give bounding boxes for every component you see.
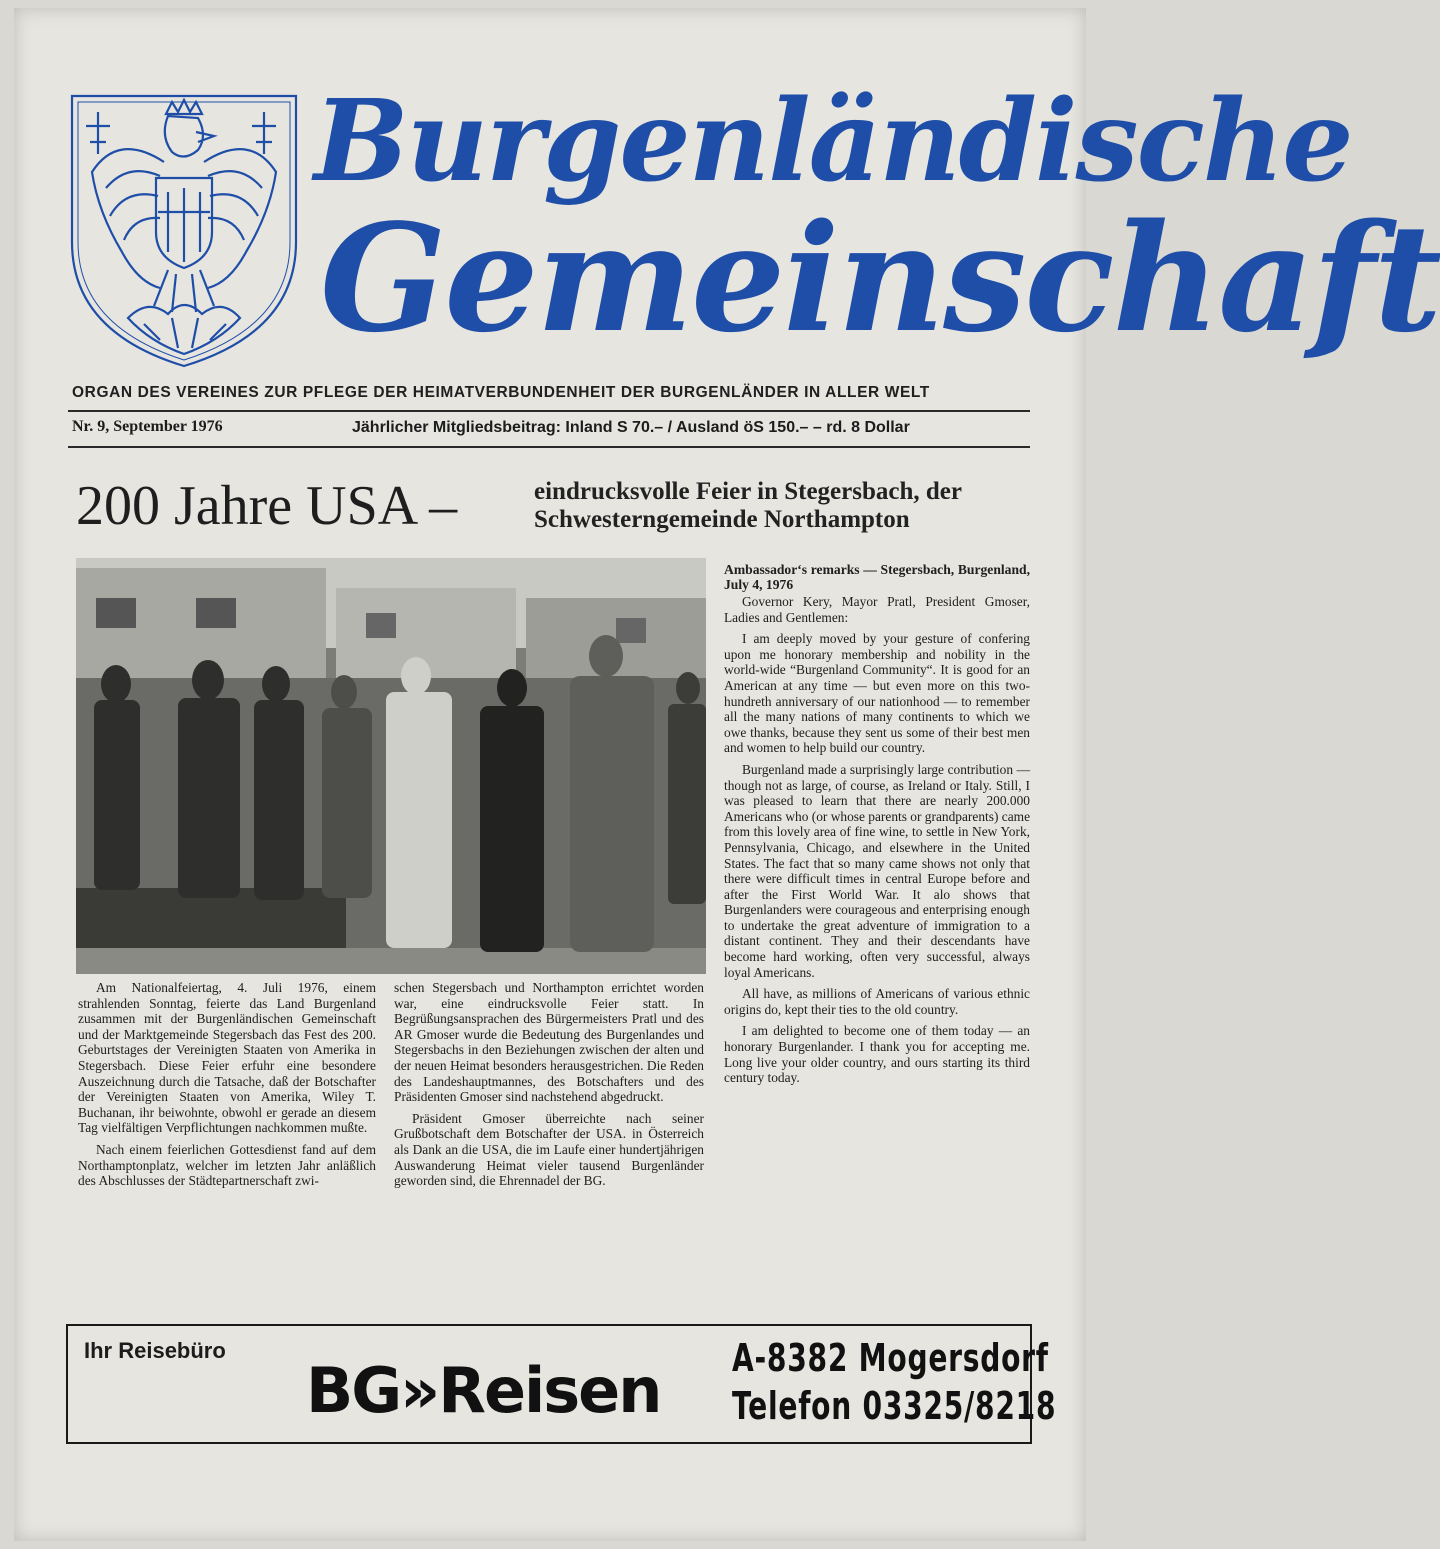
event-photo bbox=[76, 558, 706, 974]
subhead-line: eindrucksvolle Feier in Stegersbach, der bbox=[534, 478, 962, 505]
paragraph: Nach einem feierlichen Gottesdienst fand auf dem Northamptonplatz, welcher im letzten Jahr anläßlich des Abschlusses der Städtepartnerschaft zwi- bbox=[78, 1141, 376, 1189]
paragraph: I am deeply moved by your gesture of confering upon me honorary membership and nobility in the world-wide “Burgenland Community“. It is good for an American at any time — but even more on this two-hundreth anniversary of our nationhood — to remember all the many nations of many continents to which we owe thanks, because they sent us some of their best men and women to help build our country. bbox=[724, 631, 1030, 756]
advert-address: A-8382 Mogersdorf bbox=[732, 1336, 1049, 1380]
masthead-title-line2: Gemeinschaft bbox=[320, 191, 1440, 365]
coat-of-arms-eagle-logo bbox=[68, 92, 300, 370]
remarks-heading: Ambassador‘s remarks — Stegersbach, Burgenland, July 4, 1976 bbox=[724, 562, 1030, 592]
organ-subtitle: ORGAN DES VEREINES ZUR PFLEGE DER HEIMATVERBUNDENHEIT DER BURGENLÄNDER IN ALLER WELT bbox=[72, 384, 930, 401]
issue-number: Nr. 9, September 1976 bbox=[72, 418, 223, 435]
divider-rule bbox=[68, 410, 1030, 412]
advert-contact bbox=[732, 1334, 1056, 1430]
paragraph: Governor Kery, Mayor Pratl, President Gmoser, Ladies and Gentlemen: bbox=[724, 594, 1030, 625]
subhead-line: Schwesterngemeinde Northampton bbox=[534, 506, 910, 533]
article-column-2 bbox=[394, 980, 704, 1195]
article-headline: 200 Jahre USA – bbox=[76, 475, 458, 537]
advert-label: Ihr Reisebüro bbox=[84, 1338, 226, 1363]
ambassador-remarks-column bbox=[724, 562, 1030, 1092]
divider-rule bbox=[68, 446, 1030, 448]
paragraph: Präsident Gmoser überreichte nach seiner Grußbotschaft dem Botschafter der USA. in Österreich als Dank an die USA, die im Laufe einer hundertjährigen Auswanderung Heimat vieler tausend Burgenländer geworden sind, die Ehrennadel der BG. bbox=[394, 1110, 704, 1189]
article-column-1 bbox=[78, 980, 376, 1195]
paragraph: schen Stegersbach und Northampton errichtet worden war, eine eindrucksvolle Feier statt. In Begrüßungsansprachen des Bürgermeisters Pratl und des AR Gmoser wurde die Bedeutung des Burgenlandes und Stegersbachs in den Beziehungen zwischen der alten und der neuen Heimat besonders herausgestrichen. Die Reden des Landeshauptmannes, des Botschafters und des Präsidenten Gmoser sind nachstehend abgedruckt. bbox=[394, 980, 704, 1105]
membership-fee: Jährlicher Mitgliedsbeitrag: Inland S 70.– / Ausland öS 150.– – rd. 8 Dollar bbox=[352, 419, 910, 436]
advert-logo: BG»Reisen bbox=[306, 1354, 661, 1427]
paragraph: All have, as millions of Americans of various ethnic origins do, kept their ties to the old country. bbox=[724, 986, 1030, 1017]
paragraph: I am delighted to become one of them today — an honorary Burgenlander. I thank you for accepting me. Long live your older country, and ours starting its third century today. bbox=[724, 1023, 1030, 1086]
paragraph: Burgenland made a surprisingly large contribution — though not as large, of course, as Ireland or Italy. Still, I was pleased to learn that there are nearly 200.000 Americans who (or whose parents or grandparents) came from this lovely area of fine wine, to settle in New York, Pennsylvania, Chicago, and elsewhere in the United States. The fact that so many came shows not only that there were difficult times in central Europe before and after the First World War. It alo shows that Burgenlanders were courageous and enterprising enough to undertake the great adventure of immigration to a distant continent. They and their descendants have become hard working, often very successful, always loyal Americans. bbox=[724, 761, 1031, 980]
advert-phone: Telefon 03325/8218 bbox=[732, 1384, 1057, 1428]
masthead-title-line1: Burgenländische bbox=[314, 76, 1352, 207]
paragraph: Am Nationalfeiertag, 4. Juli 1976, einem strahlenden Sonntag, feierte das Land Burgenland zusammen mit der Burgenländischen Gemeinschaft und der Marktgemeinde Stegersbach das Fest des 200. Geburtstages der Vereinigten Staaten von Amerika in Stegersbach. Diese Feier erfuhr eine besondere Auszeichnung durch die Tatsache, daß der Botschafter der Vereinigten Staaten von Amerika, Wiley T. Buchanan, ihr beiwohnte, obwohl er gerade an diesem Tag vielfältigen Verpflichtungen nachkommen mußte. bbox=[78, 980, 376, 1136]
article-subhead bbox=[534, 478, 962, 534]
travel-agency-advert bbox=[66, 1324, 1057, 1444]
